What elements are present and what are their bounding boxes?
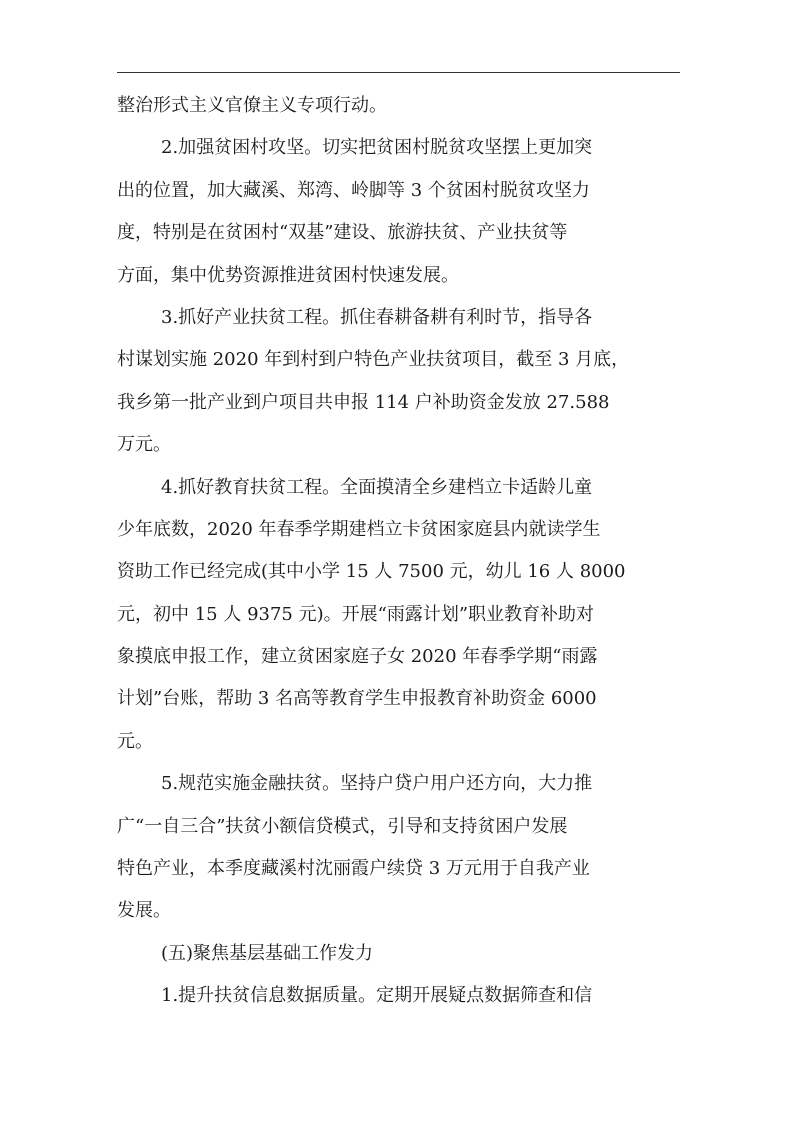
text-line: 村谋划实施 2020 年到村到户特色产业扶贫项目，截至 3 月底， (117, 349, 630, 371)
text-line: 元。 (117, 730, 153, 752)
text-line: 出的位置，加大藏溪、郑湾、岭脚等 3 个贫困村脱贫攻坚力 (117, 179, 590, 201)
text-line: 度，特别是在贫困村“双基”建设、旅游扶贫、产业扶贫等 (117, 222, 568, 244)
paragraph-start-line: 3.抓好产业扶贫工程。抓住春耕备耕有利时节，指导各 (161, 306, 593, 328)
paragraph-start-line: 1.提升扶贫信息数据质量。定期开展疑点数据筛查和信 (161, 985, 593, 1007)
text-line: 万元。 (117, 434, 171, 456)
text-line: 象摸底申报工作，建立贫困家庭子女 2020 年春季学期“雨露 (117, 646, 598, 668)
section-heading: (五)聚焦基层基础工作发力 (161, 942, 374, 964)
header-rule (117, 72, 680, 73)
paragraph-start-line: 2.加强贫困村攻坚。切实把贫困村脱贫攻坚摆上更加突 (161, 137, 593, 159)
document-body (117, 85, 682, 1018)
text-line: 计划”台账，帮助 3 名高等教育学生申报教育补助资金 6000 (117, 688, 597, 710)
text-line: 整治形式主义官僚主义专项行动。 (117, 95, 387, 116)
paragraph-start-line: 5.规范实施金融扶贫。坚持户贷户用户还方向，大力推 (161, 773, 593, 795)
text-line: 方面，集中优势资源推进贫困村快速发展。 (117, 264, 459, 286)
text-line: 元，初中 15 人 9375 元)。开展“雨露计划”职业教育补助对 (117, 603, 595, 625)
text-line: 特色产业，本季度藏溪村沈丽霞户续贷 3 万元用于自我产业 (117, 858, 590, 880)
text-line: 广“一自三合”扶贫小额信贷模式，引导和支持贫困户发展 (117, 815, 568, 837)
text-line: 我乡第一批产业到户项目共申报 114 户补助资金发放 27.588 (117, 391, 610, 413)
text-line: 发展。 (117, 900, 171, 922)
paragraph-start-line: 4.抓好教育扶贫工程。全面摸清全乡建档立卡适龄儿童 (161, 476, 593, 498)
text-line: 资助工作已经完成(其中小学 15 人 7500 元，幼儿 16 人 8000 (117, 561, 626, 583)
text-line: 少年底数，2020 年春季学期建档立卡贫困家庭县内就读学生 (117, 518, 601, 540)
